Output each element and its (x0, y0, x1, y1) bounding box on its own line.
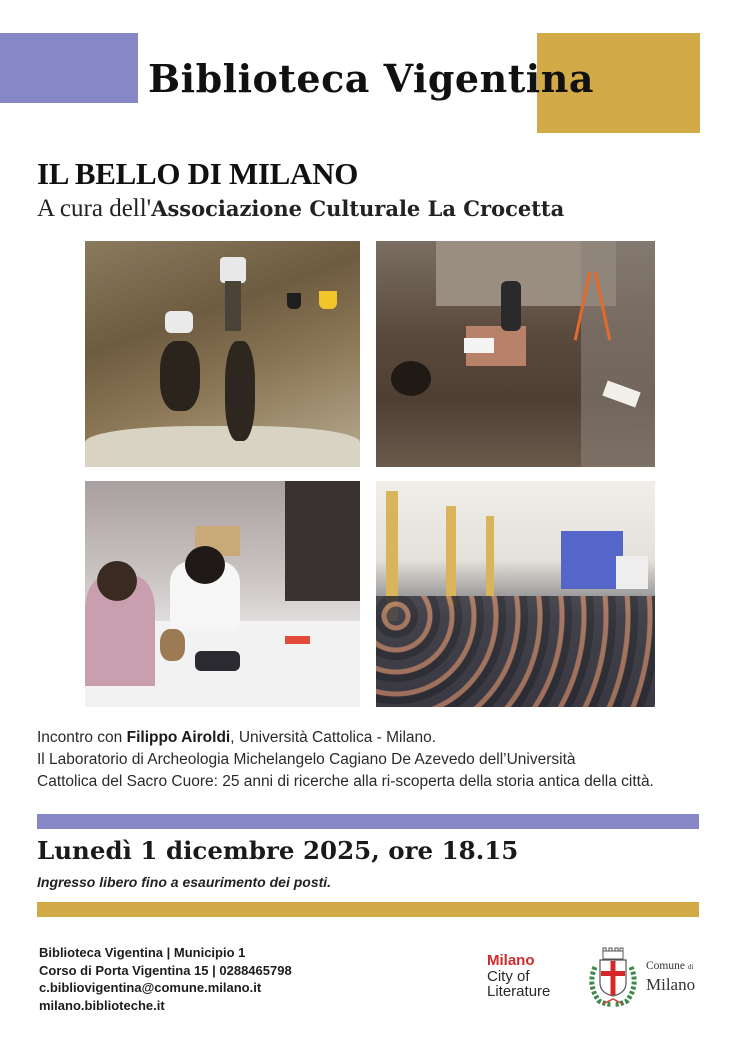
comune-di-milano-logo (646, 961, 695, 993)
col-milano: Milano (487, 952, 535, 969)
comune-milano: Milano (646, 974, 696, 994)
contact-website[interactable]: milano.biblioteche.it (39, 997, 165, 1013)
description-line-3: Cattolica del Sacro Cuore: 25 anni di ricerche alla ri-scoperta della storia antica della città. (37, 773, 654, 790)
comune-crest-icon (585, 947, 641, 1009)
curated-by (37, 196, 564, 221)
photo-pottery-laboratory (85, 481, 360, 707)
speaker-affiliation: , Università Cattolica - Milano. (230, 729, 437, 746)
description-line-2: Il Laboratorio di Archeologia Michelangelo Cagiano De Azevedo dell’Università (37, 751, 576, 768)
photo-excavation-trench (376, 241, 655, 467)
divider-gold (37, 902, 699, 917)
col-city-of: City of (487, 967, 530, 985)
comune-di: di (687, 963, 694, 971)
photo-excavation-site (85, 241, 360, 467)
photo-conference-audience (376, 481, 655, 707)
contact-library: Biblioteca Vigentina | Municipio 1 (39, 945, 246, 960)
event-description (37, 727, 717, 793)
contact-address-phone: Corso di Porta Vigentina 15 | 0288465798 (39, 962, 292, 978)
col-literature: Literature (487, 983, 551, 1000)
event-title: IL BELLO DI MILANO (37, 156, 359, 191)
speaker-name: Filippo Airoldi (126, 729, 231, 746)
comune-word: Comune (646, 960, 685, 972)
contact-info (39, 944, 292, 1014)
library-title: Biblioteca Vigentina (148, 56, 594, 101)
entry-note: Ingresso libero fino a esaurimento dei posti. (37, 874, 332, 890)
city-of-literature-logo (487, 953, 550, 1000)
comune-label (646, 961, 695, 973)
curator-name: Associazione Culturale La Crocetta (151, 196, 565, 221)
curated-prefix: A cura dell' (37, 195, 152, 222)
divider-purple (37, 814, 699, 829)
speaker-line (37, 727, 717, 749)
event-date: Lunedì 1 dicembre 2025, ore 18.15 (37, 836, 519, 865)
photo-grid (85, 241, 655, 707)
intro-prefix: Incontro con (37, 729, 127, 746)
contact-email[interactable]: c.bibliovigentina@comune.milano.it (39, 980, 262, 995)
